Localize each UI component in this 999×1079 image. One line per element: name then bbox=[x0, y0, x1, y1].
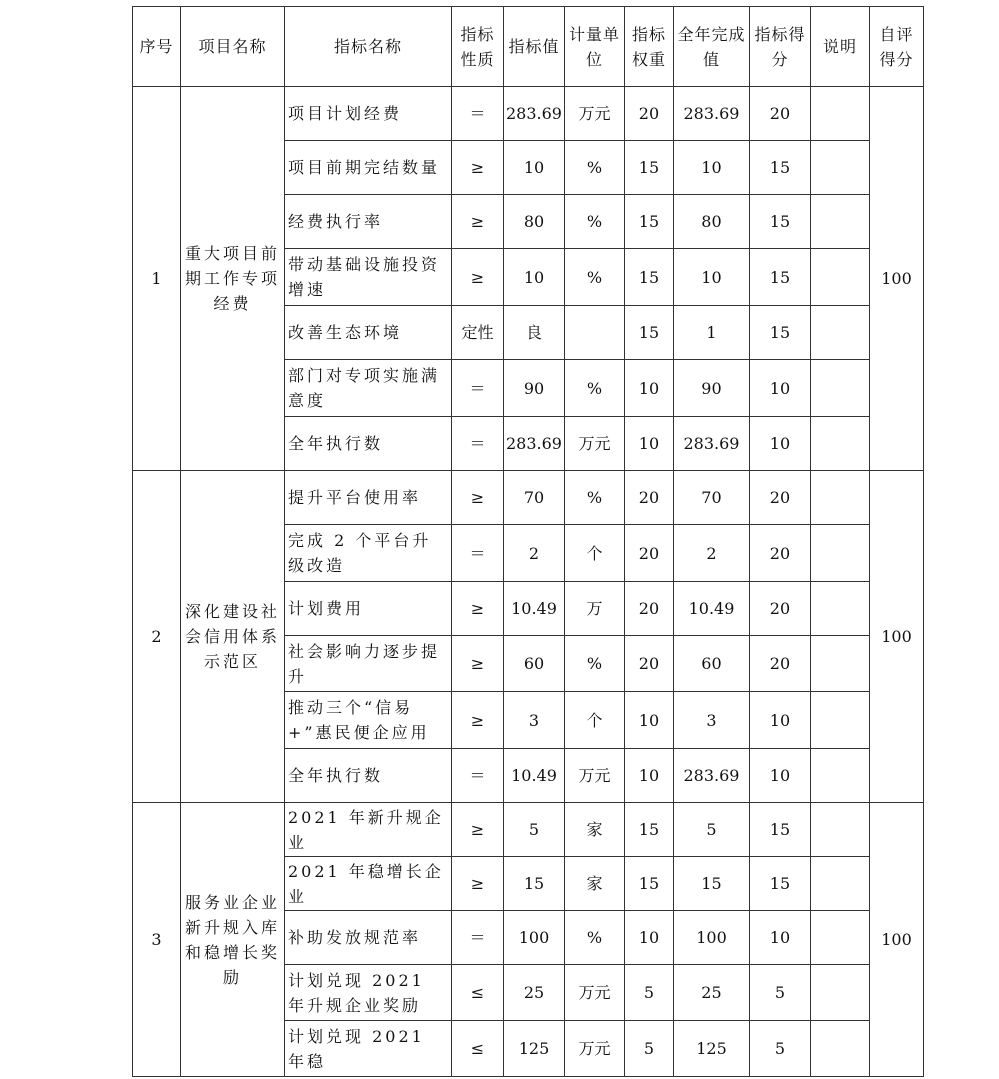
cell-score: 15 bbox=[749, 195, 810, 249]
cell-score: 5 bbox=[749, 1021, 810, 1077]
cell-score: 10 bbox=[749, 360, 810, 417]
cell-note bbox=[810, 471, 869, 525]
cell-score: 15 bbox=[749, 803, 810, 857]
header-note: 说明 bbox=[810, 7, 869, 87]
header-score: 指标得分 bbox=[749, 7, 810, 87]
cell-weight: 15 bbox=[624, 249, 673, 306]
indicator-name: 全年执行数 bbox=[285, 749, 452, 803]
cell-unit: 家 bbox=[564, 803, 624, 857]
header-seq: 序号 bbox=[133, 7, 181, 87]
cell-note bbox=[810, 636, 869, 692]
cell-unit: 个 bbox=[564, 525, 624, 582]
indicator-name: 计划兑现 2021 年升规企业奖励 bbox=[285, 965, 452, 1021]
indicator-name: 经费执行率 bbox=[285, 195, 452, 249]
cell-unit: 家 bbox=[564, 857, 624, 911]
header-unit: 计量单位 bbox=[564, 7, 624, 87]
cell-target: 25 bbox=[504, 965, 565, 1021]
cell-score: 15 bbox=[749, 141, 810, 195]
cell-actual: 5 bbox=[673, 803, 749, 857]
cell-score: 10 bbox=[749, 692, 810, 749]
cell-weight: 15 bbox=[624, 306, 673, 360]
cell-unit: % bbox=[564, 249, 624, 306]
cell-note bbox=[810, 582, 869, 636]
cell-note bbox=[810, 965, 869, 1021]
table-row bbox=[133, 87, 924, 141]
indicator-name: 项目前期完结数量 bbox=[285, 141, 452, 195]
cell-unit: % bbox=[564, 636, 624, 692]
cell-nature: ≥ bbox=[452, 857, 504, 911]
cell-note bbox=[810, 692, 869, 749]
cell-note bbox=[810, 525, 869, 582]
cell-target: 100 bbox=[504, 911, 565, 965]
cell-target: 90 bbox=[504, 360, 565, 417]
cell-score: 20 bbox=[749, 471, 810, 525]
table-row bbox=[133, 803, 924, 857]
cell-unit: % bbox=[564, 471, 624, 525]
header-project: 项目名称 bbox=[181, 7, 285, 87]
indicator-name: 完成 2 个平台升级改造 bbox=[285, 525, 452, 582]
indicator-name: 项目计划经费 bbox=[285, 87, 452, 141]
cell-note bbox=[810, 195, 869, 249]
cell-weight: 20 bbox=[624, 525, 673, 582]
cell-actual: 10 bbox=[673, 141, 749, 195]
cell-unit: 万 bbox=[564, 582, 624, 636]
cell-score: 20 bbox=[749, 525, 810, 582]
cell-target: 良 bbox=[504, 306, 565, 360]
cell-note bbox=[810, 141, 869, 195]
cell-score: 15 bbox=[749, 249, 810, 306]
cell-nature: ≥ bbox=[452, 195, 504, 249]
self-score: 100 bbox=[869, 803, 923, 1077]
cell-nature: ＝ bbox=[452, 911, 504, 965]
cell-target: 3 bbox=[504, 692, 565, 749]
cell-nature: ＝ bbox=[452, 749, 504, 803]
header-actual: 全年完成值 bbox=[673, 7, 749, 87]
indicator-name: 计划费用 bbox=[285, 582, 452, 636]
cell-actual: 70 bbox=[673, 471, 749, 525]
cell-score: 10 bbox=[749, 417, 810, 471]
indicator-name: 社会影响力逐步提升 bbox=[285, 636, 452, 692]
cell-unit: 万元 bbox=[564, 749, 624, 803]
cell-weight: 15 bbox=[624, 141, 673, 195]
cell-target: 283.69 bbox=[504, 417, 565, 471]
cell-target: 60 bbox=[504, 636, 565, 692]
cell-weight: 10 bbox=[624, 360, 673, 417]
cell-target: 283.69 bbox=[504, 87, 565, 141]
indicator-name: 推动三个“信易+”惠民便企应用 bbox=[285, 692, 452, 749]
indicator-name: 计划兑现 2021 年稳 bbox=[285, 1021, 452, 1077]
cell-note bbox=[810, 417, 869, 471]
cell-target: 15 bbox=[504, 857, 565, 911]
cell-actual: 1 bbox=[673, 306, 749, 360]
cell-score: 20 bbox=[749, 582, 810, 636]
indicator-name: 提升平台使用率 bbox=[285, 471, 452, 525]
cell-target: 10.49 bbox=[504, 582, 565, 636]
cell-score: 10 bbox=[749, 911, 810, 965]
cell-score: 15 bbox=[749, 306, 810, 360]
cell-actual: 15 bbox=[673, 857, 749, 911]
cell-note bbox=[810, 360, 869, 417]
cell-nature: ≥ bbox=[452, 803, 504, 857]
cell-actual: 80 bbox=[673, 195, 749, 249]
cell-weight: 10 bbox=[624, 417, 673, 471]
self-score: 100 bbox=[869, 471, 923, 803]
cell-unit: % bbox=[564, 141, 624, 195]
cell-nature: ≥ bbox=[452, 636, 504, 692]
indicator-name: 补助发放规范率 bbox=[285, 911, 452, 965]
cell-target: 5 bbox=[504, 803, 565, 857]
cell-weight: 20 bbox=[624, 582, 673, 636]
indicator-name: 全年执行数 bbox=[285, 417, 452, 471]
cell-actual: 90 bbox=[673, 360, 749, 417]
cell-nature: 定性 bbox=[452, 306, 504, 360]
cell-weight: 20 bbox=[624, 471, 673, 525]
cell-weight: 10 bbox=[624, 749, 673, 803]
project-name: 深化建设社会信用体系示范区 bbox=[181, 471, 285, 803]
cell-actual: 100 bbox=[673, 911, 749, 965]
cell-target: 10 bbox=[504, 249, 565, 306]
header-nature: 指标性质 bbox=[452, 7, 504, 87]
cell-actual: 10 bbox=[673, 249, 749, 306]
cell-weight: 15 bbox=[624, 803, 673, 857]
cell-weight: 20 bbox=[624, 87, 673, 141]
cell-actual: 283.69 bbox=[673, 87, 749, 141]
cell-unit bbox=[564, 306, 624, 360]
cell-actual: 2 bbox=[673, 525, 749, 582]
cell-nature: ≥ bbox=[452, 141, 504, 195]
project-name: 重大项目前期工作专项经费 bbox=[181, 87, 285, 471]
header-self-score: 自评得分 bbox=[869, 7, 923, 87]
cell-nature: ≥ bbox=[452, 692, 504, 749]
cell-actual: 283.69 bbox=[673, 749, 749, 803]
cell-score: 15 bbox=[749, 857, 810, 911]
cell-unit: 万元 bbox=[564, 87, 624, 141]
cell-weight: 15 bbox=[624, 857, 673, 911]
project-seq: 2 bbox=[133, 471, 181, 803]
cell-unit: 万元 bbox=[564, 417, 624, 471]
header-target: 指标值 bbox=[504, 7, 565, 87]
header-row bbox=[133, 7, 924, 87]
cell-nature: ≤ bbox=[452, 1021, 504, 1077]
cell-weight: 10 bbox=[624, 692, 673, 749]
header-indicator: 指标名称 bbox=[285, 7, 452, 87]
cell-nature: ≥ bbox=[452, 582, 504, 636]
cell-target: 70 bbox=[504, 471, 565, 525]
cell-weight: 20 bbox=[624, 636, 673, 692]
header-weight: 指标权重 bbox=[624, 7, 673, 87]
cell-target: 10 bbox=[504, 141, 565, 195]
cell-note bbox=[810, 911, 869, 965]
performance-table bbox=[132, 6, 924, 1077]
cell-unit: % bbox=[564, 360, 624, 417]
cell-target: 2 bbox=[504, 525, 565, 582]
cell-unit: 万元 bbox=[564, 1021, 624, 1077]
cell-nature: ＝ bbox=[452, 417, 504, 471]
self-score: 100 bbox=[869, 87, 923, 471]
indicator-name: 部门对专项实施满意度 bbox=[285, 360, 452, 417]
cell-target: 80 bbox=[504, 195, 565, 249]
cell-nature: ≥ bbox=[452, 471, 504, 525]
project-seq: 1 bbox=[133, 87, 181, 471]
cell-nature: ＝ bbox=[452, 87, 504, 141]
cell-unit: 万元 bbox=[564, 965, 624, 1021]
cell-note bbox=[810, 803, 869, 857]
cell-weight: 5 bbox=[624, 1021, 673, 1077]
cell-actual: 3 bbox=[673, 692, 749, 749]
indicator-name: 2021 年新升规企业 bbox=[285, 803, 452, 857]
cell-unit: 个 bbox=[564, 692, 624, 749]
indicator-name: 带动基础设施投资增速 bbox=[285, 249, 452, 306]
cell-actual: 125 bbox=[673, 1021, 749, 1077]
cell-score: 5 bbox=[749, 965, 810, 1021]
cell-nature: ＝ bbox=[452, 360, 504, 417]
cell-weight: 5 bbox=[624, 965, 673, 1021]
indicator-name: 改善生态环境 bbox=[285, 306, 452, 360]
cell-note bbox=[810, 1021, 869, 1077]
cell-unit: % bbox=[564, 911, 624, 965]
cell-score: 20 bbox=[749, 87, 810, 141]
cell-target: 10.49 bbox=[504, 749, 565, 803]
cell-weight: 10 bbox=[624, 911, 673, 965]
cell-nature: ＝ bbox=[452, 525, 504, 582]
cell-actual: 60 bbox=[673, 636, 749, 692]
cell-weight: 15 bbox=[624, 195, 673, 249]
cell-note bbox=[810, 306, 869, 360]
cell-score: 20 bbox=[749, 636, 810, 692]
cell-actual: 283.69 bbox=[673, 417, 749, 471]
cell-nature: ≤ bbox=[452, 965, 504, 1021]
table-row bbox=[133, 471, 924, 525]
cell-note bbox=[810, 857, 869, 911]
cell-target: 125 bbox=[504, 1021, 565, 1077]
project-name: 服务业企业新升规入库和稳增长奖励 bbox=[181, 803, 285, 1077]
cell-score: 10 bbox=[749, 749, 810, 803]
cell-nature: ≥ bbox=[452, 249, 504, 306]
indicator-name: 2021 年稳增长企业 bbox=[285, 857, 452, 911]
cell-unit: % bbox=[564, 195, 624, 249]
cell-note bbox=[810, 749, 869, 803]
cell-actual: 25 bbox=[673, 965, 749, 1021]
cell-note bbox=[810, 87, 869, 141]
cell-note bbox=[810, 249, 869, 306]
project-seq: 3 bbox=[133, 803, 181, 1077]
cell-actual: 10.49 bbox=[673, 582, 749, 636]
